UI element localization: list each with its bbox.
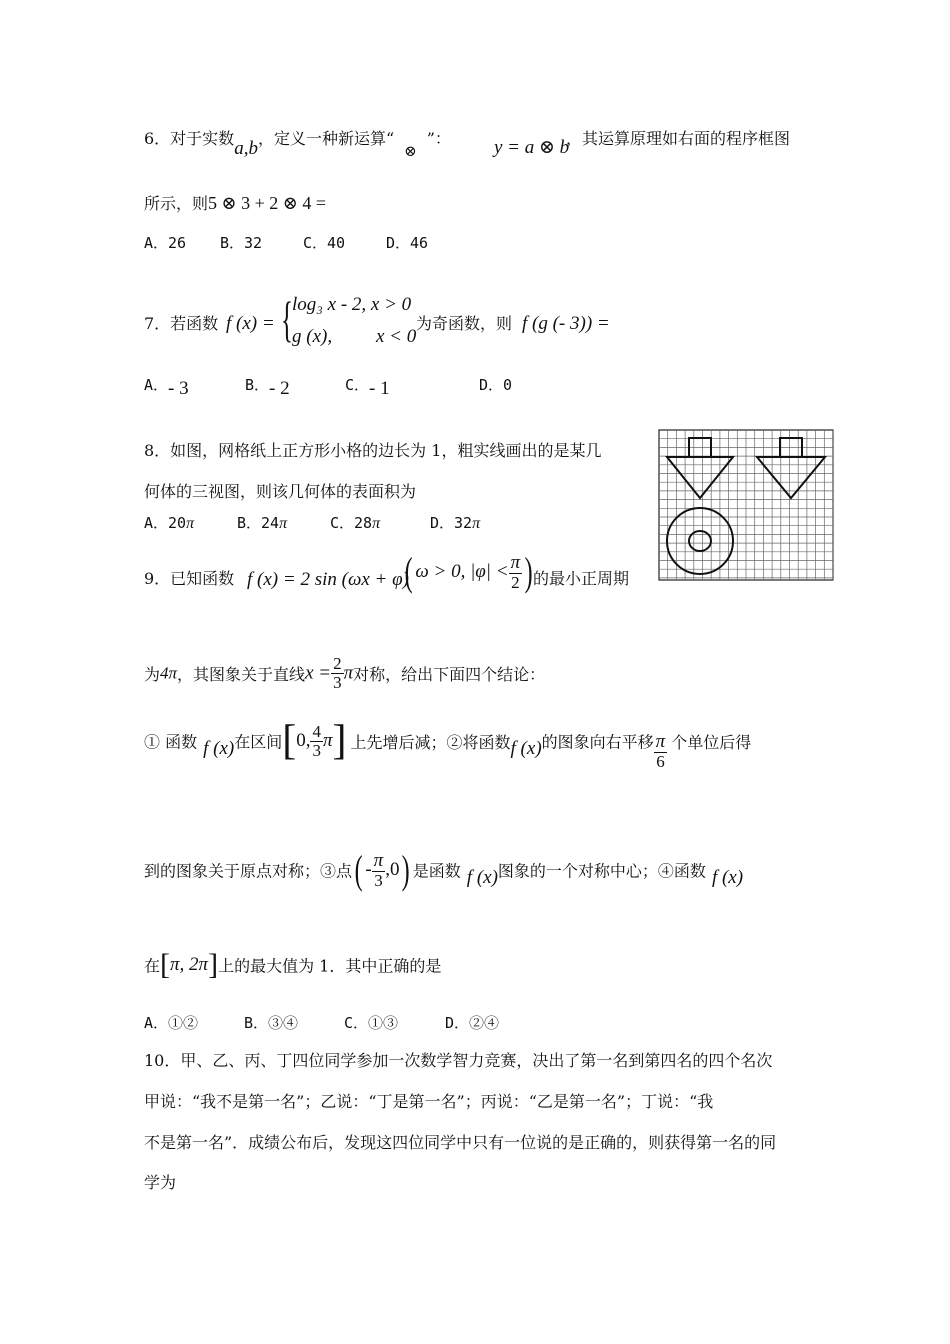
q9-l3-fx: f (x) xyxy=(203,738,235,759)
q10-line2: 甲说：“我不是第一名”；乙说：“丁是第一名”；丙说：“乙是第一名”；丁说：“我 xyxy=(144,1092,714,1111)
q8-option-c-label: C．28 xyxy=(330,514,373,532)
q7-option-a xyxy=(144,374,189,399)
q9-cond-num: π xyxy=(510,551,521,573)
q9-l3-frac xyxy=(310,723,323,760)
q9-l3-shift-num: π xyxy=(655,730,666,752)
q8-option-d-pi: π xyxy=(472,515,481,532)
q9-l3-d: 的图象向右平移 xyxy=(541,732,654,752)
front-view-shape xyxy=(667,438,733,498)
q9-tail: 的最小正周期 xyxy=(533,569,630,588)
q6-vars: a,b xyxy=(234,138,258,159)
q7-option-b-value: - 2 xyxy=(269,378,290,399)
q7-expr: f (g (- 3)) = xyxy=(522,313,610,334)
q6-tail: ，其运算原理如右面的程序框图 xyxy=(566,129,791,148)
top-view-shape xyxy=(667,508,733,574)
q7-case2-a: g (x), xyxy=(292,326,333,347)
q8-option-a-pi: π xyxy=(186,515,195,532)
q7-option-d-value: 0 xyxy=(503,376,513,394)
q8-line2: 何体的三视图，则该几何体的表面积为 xyxy=(144,482,417,501)
q9-l3-int-a: 0, xyxy=(296,730,311,751)
q10-line1: 10．甲、乙、丙、丁四位同学参加一次数学智力竞赛，决出了第一名到第四名的四个名次 xyxy=(144,1051,773,1070)
q8-option-a xyxy=(144,512,194,533)
q6-option-d: D．46 xyxy=(386,234,429,252)
q9-l2-x: x = xyxy=(305,662,332,684)
q9-cond-lparen: ( xyxy=(404,549,413,594)
q9-l4-fx2: f (x) xyxy=(711,867,744,888)
q9-l5-b: 上的最大值为 1．其中正确的是 xyxy=(218,956,442,976)
q9-l2-pi: π xyxy=(343,662,354,684)
q9-l3-num: 4 xyxy=(312,721,321,741)
q9-option-b: B．③④ xyxy=(244,1014,299,1032)
q7-option-c-label: C． xyxy=(345,376,370,394)
q6-line2 xyxy=(144,191,326,214)
q9-l4-c: 图象的一个对称中心；④函数 xyxy=(497,861,706,881)
q9-l4-den: 3 xyxy=(374,870,383,890)
q9-l3-shift-den: 6 xyxy=(656,751,665,771)
q8-option-d xyxy=(430,512,480,533)
q6-option-c: C．40 xyxy=(303,234,346,252)
q6-expr: y = a ⊗ b xyxy=(494,137,570,158)
q9-l3-shift-frac xyxy=(654,732,668,771)
q9-cond: ω > 0, |φ| < xyxy=(415,561,509,582)
q6-mid: ，定义一种新运算“ xyxy=(257,129,395,148)
q8-option-b xyxy=(237,512,287,533)
q8-option-b-label: B．24 xyxy=(237,514,280,532)
q7-option-c-value: - 1 xyxy=(369,378,390,399)
q6-line1 xyxy=(144,126,451,160)
side-view-shape xyxy=(757,438,825,498)
q9-l3-e: 个单位后得 xyxy=(671,732,752,752)
q9-l4-lparen: ( xyxy=(354,847,363,892)
q7-brace: { xyxy=(281,291,293,347)
q9-l3-rbracket: ] xyxy=(332,718,347,764)
q9-l3-lbracket: [ xyxy=(282,718,297,764)
q9-fx: f (x) = 2 sin (ωx + φ) xyxy=(247,569,409,590)
q9-l4-neg: - xyxy=(365,859,372,880)
q9-cond-rparen: ) xyxy=(524,549,533,594)
q6-line2-expr: 5 ⊗ 3 + 2 ⊗ 4 = xyxy=(208,193,326,213)
q7-option-d-label: D． xyxy=(479,376,504,394)
q9-l2-mid: ，其图象关于直线 xyxy=(177,664,306,684)
q10-line3: 不是第一名”．成绩公布后，发现这四位同学中只有一位说的是正确的，则获得第一名的同 xyxy=(144,1133,777,1152)
q9-l4-rparen: ) xyxy=(402,847,411,892)
q6-op: ⊗ xyxy=(404,144,417,160)
q9-l3-den: 3 xyxy=(312,740,321,760)
q9-l3-pi: π xyxy=(322,730,333,751)
q9-l4-frac xyxy=(372,851,386,890)
q6-prefix: 6．对于实数 xyxy=(144,129,235,148)
q6-option-a: A．26 xyxy=(144,234,187,252)
q9-l5-int: π, 2π xyxy=(170,954,209,975)
q7-case1: log₃ x - 2, x > 0 xyxy=(292,294,412,315)
q9-condition xyxy=(402,549,535,594)
q9-cond-den: 2 xyxy=(511,572,520,592)
q7-option-c xyxy=(345,374,390,399)
three-view-figure xyxy=(657,428,835,583)
q9-l5-a: 在 xyxy=(144,956,161,976)
q9-l2-period: 4π xyxy=(160,663,178,683)
q9-l4-a: 到的图象关于原点对称；③点 xyxy=(144,861,353,881)
q9-line5 xyxy=(144,950,441,980)
q9-l4-zero: ,0 xyxy=(385,859,400,880)
figure-grid xyxy=(659,430,833,580)
q9-cond-frac xyxy=(509,553,523,592)
q9-line4 xyxy=(144,847,744,892)
q9-l4-fx: f (x) xyxy=(466,867,498,888)
q6-option-b: B．32 xyxy=(220,234,263,252)
q10-line4: 学为 xyxy=(144,1173,177,1192)
q7-option-a-value: - 3 xyxy=(168,378,189,399)
q9-l5-lbracket: [ xyxy=(160,948,171,981)
q9-line3 xyxy=(144,718,752,771)
q7-fx: f (x) = xyxy=(226,313,275,334)
q9-l4-b: 是函数 xyxy=(412,861,461,881)
q9-option-d: D．②④ xyxy=(445,1014,500,1032)
q9-l2-den: 3 xyxy=(333,672,342,692)
q7-case2-b: x < 0 xyxy=(376,326,417,347)
q9-option-c: C．①③ xyxy=(344,1014,399,1032)
q9-l2-prefix: 为 xyxy=(144,664,161,684)
q7-option-d xyxy=(479,374,512,395)
q9-l3-b: 在区间 xyxy=(234,732,283,752)
q7-mid: 为奇函数，则 xyxy=(416,314,513,333)
q9-l3-fx2: f (x) xyxy=(510,738,542,759)
q9-l3-a: ① 函数 xyxy=(144,732,198,752)
q8-option-a-label: A．20 xyxy=(144,514,187,532)
q8-option-d-label: D．32 xyxy=(430,514,473,532)
q9-l2-tail: 对称，给出下面四个结论： xyxy=(353,664,546,684)
q9-l4-num: π xyxy=(373,849,384,871)
q8-option-c-pi: π xyxy=(372,515,381,532)
q9-option-a: A．①② xyxy=(144,1014,199,1032)
q6-close: ”： xyxy=(426,129,451,148)
q9-l2-frac xyxy=(331,655,344,692)
q8-option-b-pi: π xyxy=(279,515,288,532)
q7-option-a-label: A． xyxy=(144,376,169,394)
q6-line2-prefix: 所示，则 xyxy=(144,194,209,213)
q7-prefix: 7．若函数 xyxy=(144,314,219,333)
q9-l2-num: 2 xyxy=(333,654,342,673)
q8-line1: 8．如图，网格纸上正方形小格的边长为 1，粗实线画出的是某几 xyxy=(144,441,602,460)
q9-l3-c: 上先增后减；②将函数 xyxy=(350,732,511,752)
q7-option-b xyxy=(245,374,290,399)
q7-option-b-label: B． xyxy=(245,376,270,394)
q9-line2 xyxy=(144,655,545,692)
q9-l5-rbracket: ] xyxy=(208,948,219,981)
q8-option-c xyxy=(330,512,380,533)
q9-prefix: 9．已知函数 xyxy=(144,569,235,588)
